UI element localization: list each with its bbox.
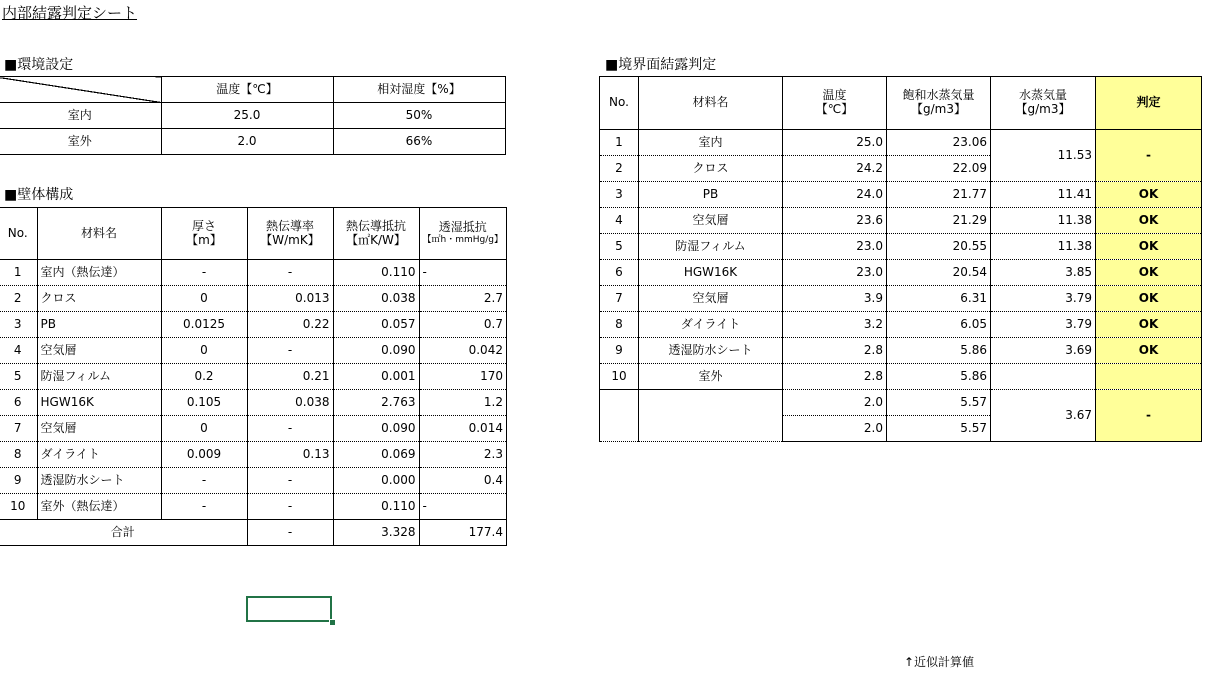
wall-cell-thickness[interactable]: 0: [161, 338, 247, 364]
wall-cell-material[interactable]: 室外（熱伝達）: [37, 494, 161, 520]
bnd-cell-judge[interactable]: -: [1096, 390, 1202, 442]
bnd-cell-material[interactable]: 空気層: [639, 208, 783, 234]
wall-row: [0, 442, 506, 468]
wall-cell-moisture[interactable]: 1.2: [419, 390, 506, 416]
bnd-cell-vapor[interactable]: [991, 364, 1096, 390]
bnd-cell-temp[interactable]: 23.0: [783, 234, 887, 260]
wall-cell-moisture[interactable]: 2.7: [419, 286, 506, 312]
bnd-header-vapor[interactable]: 水蒸気量 【g/m3】: [991, 77, 1096, 130]
wall-cell-material[interactable]: 透湿防水シート: [37, 468, 161, 494]
bnd-cell-temp[interactable]: 23.6: [783, 208, 887, 234]
bnd-cell-material[interactable]: 室外: [639, 364, 783, 390]
bnd-cell-temp[interactable]: 24.0: [783, 182, 887, 208]
bnd-cell-temp[interactable]: 2.8: [783, 364, 887, 390]
bnd-cell-material[interactable]: クロス: [639, 156, 783, 182]
bnd-cell-temp[interactable]: 3.9: [783, 286, 887, 312]
wall-cell-conductivity[interactable]: -: [247, 338, 333, 364]
approximation-note: ↑近似計算値: [904, 655, 975, 669]
bnd-cell-vapor[interactable]: 3.69: [991, 338, 1096, 364]
wall-cell-material[interactable]: 室内（熱伝達）: [37, 260, 161, 286]
bnd-cell-vapor[interactable]: 3.67: [991, 390, 1096, 442]
wall-cell-moisture[interactable]: 0.042: [419, 338, 506, 364]
wall-cell-no[interactable]: 9: [0, 468, 37, 494]
wall-cell-conductivity[interactable]: 0.13: [247, 442, 333, 468]
wall-row: [0, 312, 506, 338]
wall-cell-conductivity[interactable]: -: [247, 260, 333, 286]
bnd-cell-sat[interactable]: 5.86: [887, 364, 991, 390]
wall-row: [0, 416, 506, 442]
wall-cell-thickness[interactable]: -: [161, 494, 247, 520]
bnd-cell-material[interactable]: 室内: [639, 130, 783, 156]
wall-cell-conductivity[interactable]: 0.22: [247, 312, 333, 338]
bnd-cell-temp[interactable]: 2.0: [783, 390, 887, 416]
wall-cell-no[interactable]: 8: [0, 442, 37, 468]
wall-cell-resistance[interactable]: 0.038: [333, 286, 419, 312]
wall-cell-no[interactable]: 1: [0, 260, 37, 286]
bnd-cell-no[interactable]: 9: [600, 338, 639, 364]
wall-header-no[interactable]: No.: [0, 208, 37, 260]
bnd-cell-vapor[interactable]: 3.79: [991, 286, 1096, 312]
wall-cell-thickness[interactable]: 0: [161, 416, 247, 442]
bnd-cell-sat[interactable]: 21.77: [887, 182, 991, 208]
bnd-cell-material[interactable]: PB: [639, 182, 783, 208]
bnd-cell-vapor[interactable]: 11.41: [991, 182, 1096, 208]
bnd-cell-judge[interactable]: OK: [1096, 182, 1202, 208]
bnd-cell-temp[interactable]: 25.0: [783, 130, 887, 156]
bnd-cell-sat[interactable]: 20.54: [887, 260, 991, 286]
wall-cell-resistance[interactable]: 0.090: [333, 338, 419, 364]
env-table: [0, 76, 506, 155]
bnd-cell-no[interactable]: 8: [600, 312, 639, 338]
wall-cell-conductivity[interactable]: 0.038: [247, 390, 333, 416]
bnd-cell-judge[interactable]: OK: [1096, 234, 1202, 260]
wall-table: [0, 207, 507, 546]
env-indoor-temp[interactable]: 25.0: [161, 103, 333, 129]
wall-cell-resistance[interactable]: 0.057: [333, 312, 419, 338]
bnd-header-material[interactable]: 材料名: [639, 77, 783, 130]
wall-cell-thickness[interactable]: 0: [161, 286, 247, 312]
fill-handle[interactable]: [329, 619, 336, 626]
wall-cell-thickness[interactable]: 0.2: [161, 364, 247, 390]
wall-header-material[interactable]: 材料名: [37, 208, 161, 260]
env-header-temp[interactable]: 温度【℃】: [161, 77, 333, 103]
bnd-header-sat[interactable]: 飽和水蒸気量 【g/m3】: [887, 77, 991, 130]
wall-cell-material[interactable]: 空気層: [37, 338, 161, 364]
wall-cell-thickness[interactable]: -: [161, 468, 247, 494]
bnd-cell-judge[interactable]: [1096, 364, 1202, 390]
wall-cell-moisture[interactable]: -: [419, 260, 506, 286]
bnd-cell-material[interactable]: [639, 390, 783, 442]
wall-row: [0, 338, 506, 364]
bnd-cell-no[interactable]: 1: [600, 130, 639, 156]
wall-row: [0, 286, 506, 312]
wall-total-label[interactable]: 合計: [0, 520, 247, 546]
wall-header-thickness[interactable]: 厚さ 【m】: [161, 208, 247, 260]
bnd-cell-judge[interactable]: OK: [1096, 338, 1202, 364]
wall-cell-moisture[interactable]: 170: [419, 364, 506, 390]
wall-row: [0, 390, 506, 416]
bnd-cell-sat[interactable]: 6.31: [887, 286, 991, 312]
wall-cell-resistance[interactable]: 0.110: [333, 494, 419, 520]
bnd-header-judge[interactable]: 判定: [1096, 77, 1202, 130]
wall-total-conductivity[interactable]: -: [247, 520, 333, 546]
sheet-title: 内部結露判定シート: [2, 4, 138, 22]
bnd-cell-vapor[interactable]: 11.53: [991, 130, 1096, 182]
bnd-cell-judge[interactable]: OK: [1096, 286, 1202, 312]
env-indoor-rh[interactable]: 50%: [333, 103, 505, 129]
bnd-cell-vapor[interactable]: 3.85: [991, 260, 1096, 286]
wall-row: [0, 364, 506, 390]
wall-cell-conductivity[interactable]: 0.21: [247, 364, 333, 390]
wall-cell-material[interactable]: 空気層: [37, 416, 161, 442]
wall-cell-material[interactable]: クロス: [37, 286, 161, 312]
bnd-cell-no[interactable]: 5: [600, 234, 639, 260]
env-header-rh[interactable]: 相対湿度【%】: [333, 77, 505, 103]
bnd-cell-no[interactable]: 10: [600, 364, 639, 390]
wall-cell-moisture[interactable]: 0.4: [419, 468, 506, 494]
wall-cell-no[interactable]: 7: [0, 416, 37, 442]
wall-cell-moisture[interactable]: 0.7: [419, 312, 506, 338]
wall-cell-material[interactable]: 防湿フィルム: [37, 364, 161, 390]
bnd-cell-vapor[interactable]: 11.38: [991, 208, 1096, 234]
wall-header-conductivity[interactable]: 熱伝導率 【W/mK】: [247, 208, 333, 260]
bnd-cell-sat[interactable]: 21.29: [887, 208, 991, 234]
wall-cell-moisture[interactable]: 0.014: [419, 416, 506, 442]
wall-row: [0, 494, 506, 520]
wall-cell-no[interactable]: 2: [0, 286, 37, 312]
boundary-section-title: ■境界面結露判定: [605, 57, 717, 73]
bnd-cell-temp[interactable]: 2.0: [783, 416, 887, 442]
bnd-cell-temp[interactable]: 3.2: [783, 312, 887, 338]
env-outdoor-temp[interactable]: 2.0: [161, 129, 333, 155]
wall-cell-resistance[interactable]: 2.763: [333, 390, 419, 416]
bnd-cell-no[interactable]: 3: [600, 182, 639, 208]
wall-cell-conductivity[interactable]: 0.013: [247, 286, 333, 312]
bnd-cell-no[interactable]: [600, 390, 639, 442]
boundary-table: [599, 76, 1202, 442]
wall-cell-conductivity[interactable]: -: [247, 494, 333, 520]
wall-cell-no[interactable]: 10: [0, 494, 37, 520]
bnd-cell-no[interactable]: 6: [600, 260, 639, 286]
bnd-cell-sat[interactable]: 23.06: [887, 130, 991, 156]
wall-cell-resistance[interactable]: 0.110: [333, 260, 419, 286]
bnd-cell-sat[interactable]: 5.86: [887, 338, 991, 364]
wall-cell-resistance[interactable]: 0.001: [333, 364, 419, 390]
bnd-cell-vapor[interactable]: 11.38: [991, 234, 1096, 260]
wall-cell-resistance[interactable]: 0.000: [333, 468, 419, 494]
bnd-header-temp[interactable]: 温度 【℃】: [783, 77, 887, 130]
env-section-title: ■環境設定: [4, 57, 74, 73]
bnd-cell-material[interactable]: 空気層: [639, 286, 783, 312]
bnd-cell-sat[interactable]: 5.57: [887, 416, 991, 442]
bnd-cell-temp[interactable]: 23.0: [783, 260, 887, 286]
wall-cell-thickness[interactable]: 0.105: [161, 390, 247, 416]
env-corner-cell[interactable]: [0, 77, 161, 103]
bnd-cell-material[interactable]: ダイライト: [639, 312, 783, 338]
bnd-cell-no[interactable]: 2: [600, 156, 639, 182]
wall-header-resistance[interactable]: 熱伝導抵抗 【㎡K/W】: [333, 208, 419, 260]
wall-total-resistance[interactable]: 3.328: [333, 520, 419, 546]
bnd-cell-temp[interactable]: 24.2: [783, 156, 887, 182]
bnd-cell-sat[interactable]: 5.57: [887, 390, 991, 416]
env-row-label[interactable]: 室外: [0, 129, 161, 155]
wall-cell-moisture[interactable]: -: [419, 494, 506, 520]
wall-cell-material[interactable]: PB: [37, 312, 161, 338]
bnd-cell-vapor[interactable]: 3.79: [991, 312, 1096, 338]
bnd-cell-judge[interactable]: OK: [1096, 312, 1202, 338]
wall-cell-thickness[interactable]: 0.0125: [161, 312, 247, 338]
bnd-cell-judge[interactable]: OK: [1096, 208, 1202, 234]
wall-cell-conductivity[interactable]: -: [247, 416, 333, 442]
wall-total-moisture[interactable]: 177.4: [419, 520, 506, 546]
boundary-subrow: [600, 130, 1202, 156]
active-cell-selection[interactable]: [246, 596, 332, 622]
bnd-cell-temp[interactable]: 2.8: [783, 338, 887, 364]
env-row-label[interactable]: 室内: [0, 103, 161, 129]
bnd-cell-sat[interactable]: 22.09: [887, 156, 991, 182]
wall-cell-material[interactable]: HGW16K: [37, 390, 161, 416]
bnd-cell-material[interactable]: 防湿フィルム: [639, 234, 783, 260]
wall-cell-resistance[interactable]: 0.069: [333, 442, 419, 468]
wall-header-moisture[interactable]: 透湿抵抗 【㎡h・mmHg/g】: [419, 208, 506, 260]
bnd-cell-material[interactable]: HGW16K: [639, 260, 783, 286]
bnd-cell-no[interactable]: 4: [600, 208, 639, 234]
bnd-cell-sat[interactable]: 20.55: [887, 234, 991, 260]
wall-cell-thickness[interactable]: -: [161, 260, 247, 286]
wall-section-title: ■壁体構成: [4, 187, 74, 203]
env-outdoor-rh[interactable]: 66%: [333, 129, 505, 155]
wall-cell-moisture[interactable]: 2.3: [419, 442, 506, 468]
wall-cell-material[interactable]: ダイライト: [37, 442, 161, 468]
bnd-cell-material[interactable]: 透湿防水シート: [639, 338, 783, 364]
bnd-cell-sat[interactable]: 6.05: [887, 312, 991, 338]
wall-cell-resistance[interactable]: 0.090: [333, 416, 419, 442]
wall-cell-no[interactable]: 6: [0, 390, 37, 416]
wall-cell-conductivity[interactable]: -: [247, 468, 333, 494]
bnd-cell-judge[interactable]: -: [1096, 130, 1202, 182]
wall-cell-no[interactable]: 4: [0, 338, 37, 364]
bnd-cell-judge[interactable]: OK: [1096, 260, 1202, 286]
wall-cell-no[interactable]: 3: [0, 312, 37, 338]
bnd-cell-no[interactable]: 7: [600, 286, 639, 312]
wall-cell-no[interactable]: 5: [0, 364, 37, 390]
wall-row: [0, 260, 506, 286]
bnd-header-no[interactable]: No.: [600, 77, 639, 130]
wall-row: [0, 468, 506, 494]
wall-cell-thickness[interactable]: 0.009: [161, 442, 247, 468]
